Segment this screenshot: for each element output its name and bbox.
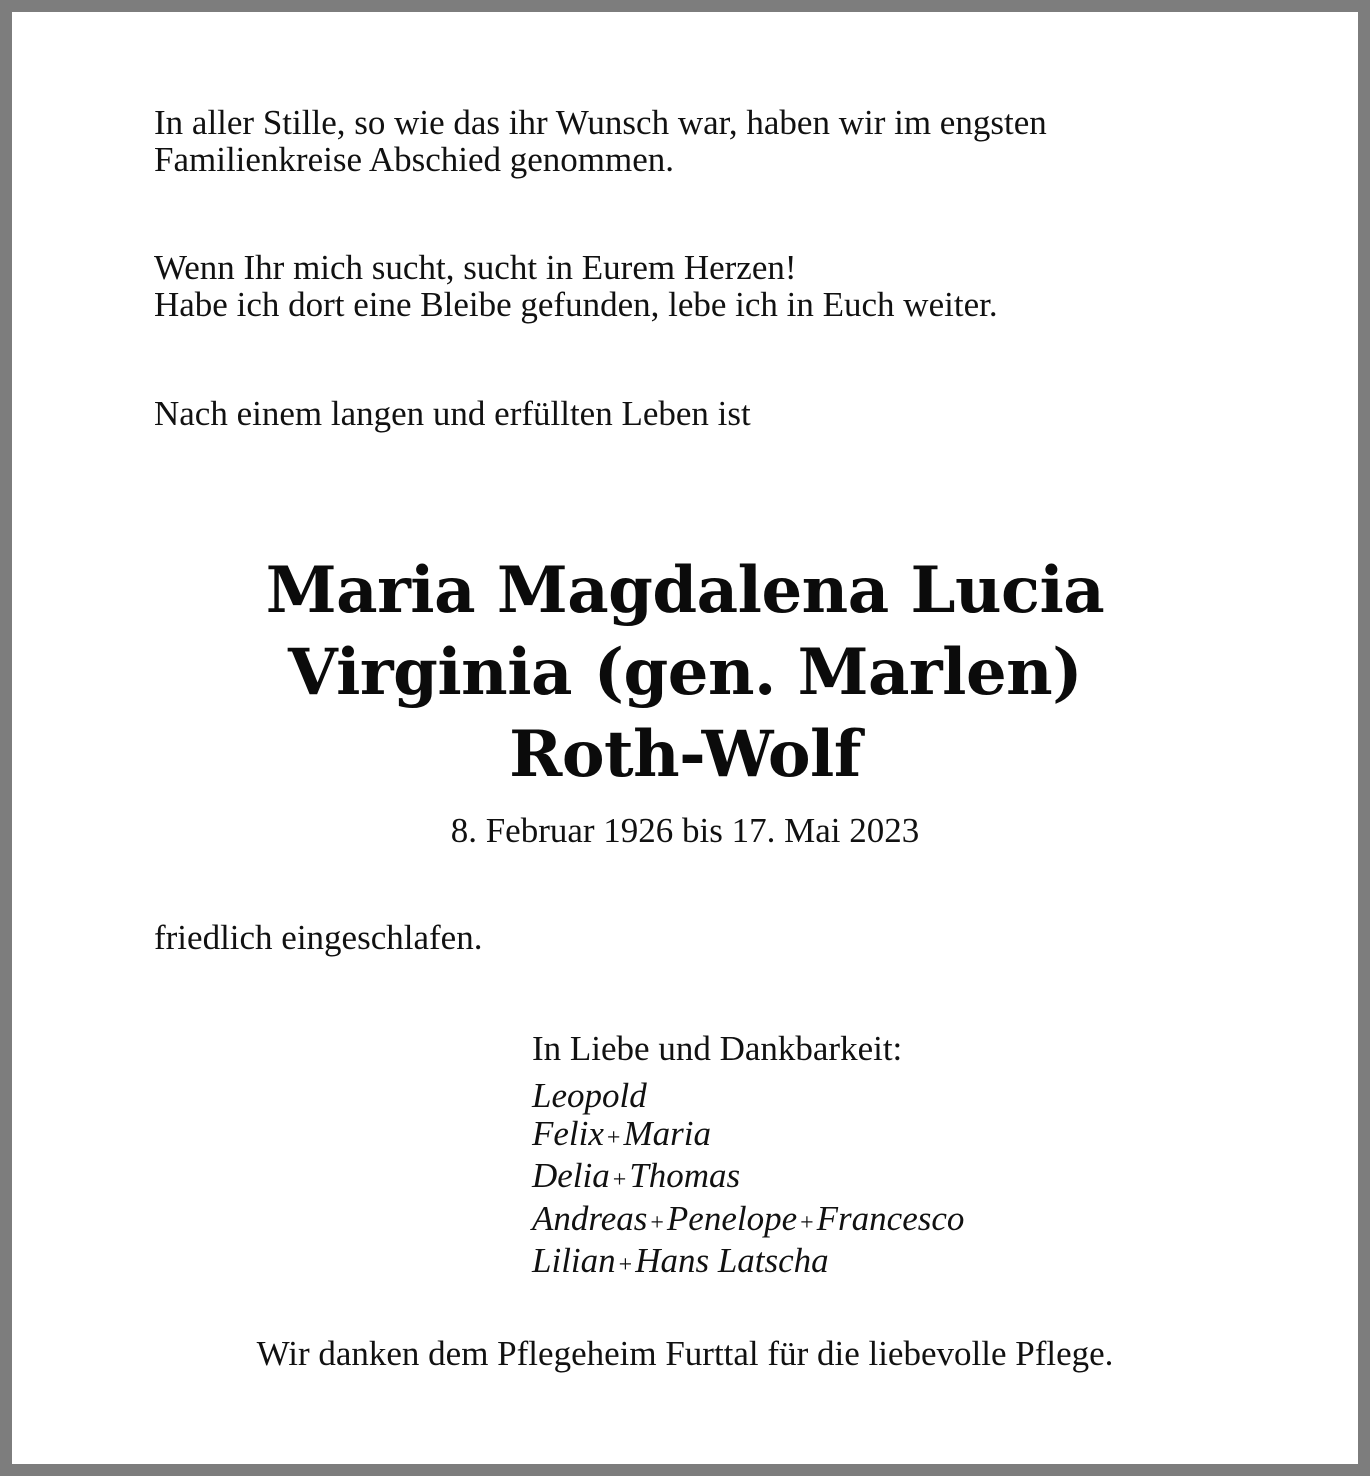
mourner-row xyxy=(532,1115,964,1158)
mourner-row xyxy=(532,1200,964,1243)
mourner-name: Delia xyxy=(532,1156,610,1195)
life-dates: 8. Februar 1926 bis 17. Mai 2023 xyxy=(450,811,920,850)
plus-separator: + xyxy=(800,1209,814,1236)
mourner-name: Penelope xyxy=(666,1198,798,1238)
intro-line-1: In aller Stille, so wie das ihr Wunsch war, haben wir im engsten xyxy=(154,103,1047,142)
plus-separator: + xyxy=(618,1252,633,1278)
mourner-name: Leopold xyxy=(532,1076,647,1115)
mourner-row xyxy=(532,1157,964,1200)
deceased-name-line-2: Virginia (gen. Marlen) xyxy=(288,635,1082,710)
obituary-page xyxy=(12,12,1358,1464)
mourner-row xyxy=(532,1077,964,1115)
deceased-name-line-3: Roth-Wolf xyxy=(509,717,861,792)
mourners-list xyxy=(532,1077,964,1285)
lead-text: Nach einem langen und erfüllten Leben ist xyxy=(154,394,751,433)
intro-line-2: Familienkreise Abschied genommen. xyxy=(154,140,675,179)
mourner-name: Lilian xyxy=(532,1241,616,1280)
verse-line-1: Wenn Ihr mich sucht, sucht in Eurem Herzen! xyxy=(154,248,797,287)
mourner-name: Thomas xyxy=(629,1156,741,1195)
plus-separator: + xyxy=(650,1209,664,1236)
mourner-name: Francesco xyxy=(816,1198,965,1238)
plus-separator: + xyxy=(606,1124,621,1151)
mourner-row xyxy=(532,1242,964,1285)
plus-separator: + xyxy=(612,1167,627,1193)
verse-line-2: Habe ich dort eine Bleibe gefunden, lebe ich in Euch weiter. xyxy=(154,285,998,324)
mourner-name: Felix xyxy=(532,1113,604,1153)
thanks-text: Wir danken dem Pflegeheim Furttal für die liebevolle Pflege. xyxy=(256,1334,1114,1373)
closing-text: friedlich eingeschlafen. xyxy=(154,918,483,957)
mourner-name: Maria xyxy=(623,1113,711,1153)
mourner-name: Hans Latscha xyxy=(635,1241,829,1280)
deceased-name-line-1: Maria Magdalena Lucia xyxy=(265,553,1105,628)
mourners-heading: In Liebe und Dankbarkeit: xyxy=(532,1029,903,1068)
mourner-name: Andreas xyxy=(532,1198,648,1238)
